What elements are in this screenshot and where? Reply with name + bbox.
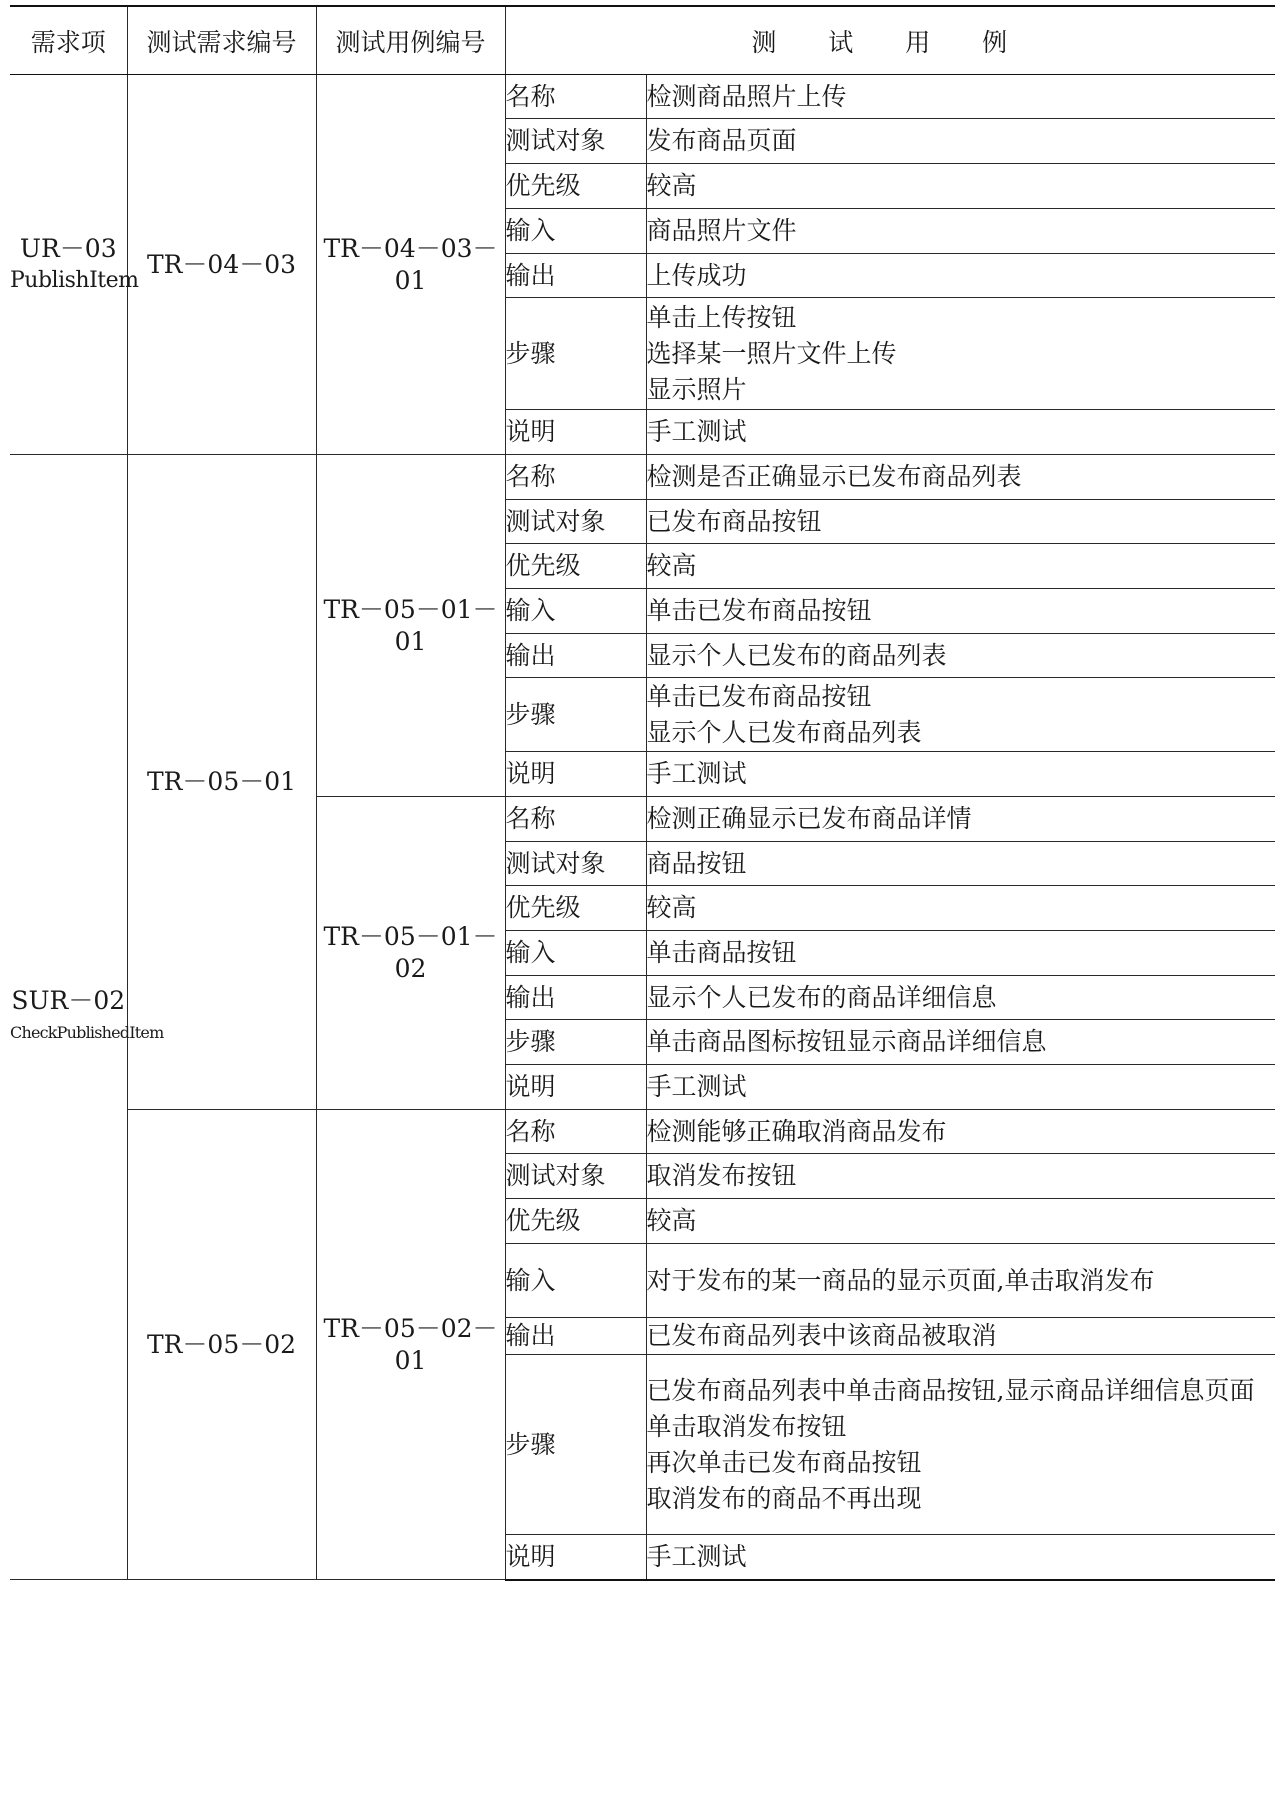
field-label-name: 名称	[505, 1110, 646, 1154]
field-label-output: 输出	[505, 976, 646, 1020]
field-value-note: 手工测试	[646, 752, 1275, 797]
field-label-object: 测试对象	[505, 1154, 646, 1199]
field-label-input: 输入	[505, 589, 646, 634]
field-value-output: 显示个人已发布的商品详细信息	[646, 976, 1275, 1020]
field-value-priority: 较高	[646, 1199, 1275, 1244]
requirement-id: SUR－02	[11, 986, 126, 1015]
field-value-input: 对于发布的某一商品的显示页面,单击取消发布	[646, 1244, 1275, 1318]
requirement-cell	[10, 455, 164, 1580]
field-label-output: 输出	[505, 1318, 646, 1355]
field-label-name: 名称	[505, 797, 646, 842]
field-value-input: 单击商品按钮	[646, 931, 1275, 976]
field-label-object: 测试对象	[505, 119, 646, 164]
field-label-priority: 优先级	[505, 544, 646, 589]
field-label-note: 说明	[505, 1535, 646, 1580]
test-requirement-id: TR－05－02	[127, 1110, 316, 1580]
test-case-id: TR－05－01－02	[316, 797, 505, 1110]
field-value-note: 手工测试	[646, 1535, 1275, 1580]
header-row	[10, 6, 1275, 75]
field-value-object: 取消发布按钮	[646, 1154, 1275, 1199]
field-label-note: 说明	[505, 410, 646, 455]
field-value-note: 手工测试	[646, 1065, 1275, 1110]
test-case-id: TR－05－02－01	[316, 1110, 505, 1580]
requirement-name: CheckPublishedItem	[10, 1023, 164, 1042]
field-value-priority: 较高	[646, 164, 1275, 209]
field-label-output: 输出	[505, 254, 646, 298]
field-value-output: 已发布商品列表中该商品被取消	[646, 1318, 1275, 1355]
field-value-steps: 单击商品图标按钮显示商品详细信息	[646, 1020, 1275, 1065]
field-value-steps: 单击上传按钮 选择某一照片文件上传 显示照片	[646, 298, 1275, 410]
field-value-output: 上传成功	[646, 254, 1275, 298]
field-value-note: 手工测试	[646, 410, 1275, 455]
field-label-note: 说明	[505, 1065, 646, 1110]
field-value-object: 商品按钮	[646, 842, 1275, 886]
field-label-steps: 步骤	[505, 678, 646, 752]
field-label-object: 测试对象	[505, 500, 646, 544]
field-label-input: 输入	[505, 931, 646, 976]
field-value-object: 发布商品页面	[646, 119, 1275, 164]
field-value-object: 已发布商品按钮	[646, 500, 1275, 544]
field-value-name: 检测商品照片上传	[646, 75, 1275, 119]
field-value-name: 检测是否正确显示已发布商品列表	[646, 455, 1275, 500]
field-label-note: 说明	[505, 752, 646, 797]
field-label-steps: 步骤	[505, 1355, 646, 1535]
field-value-steps: 已发布商品列表中单击商品按钮,显示商品详细信息页面 单击取消发布按钮 再次单击已发布商品按钮 取消发布的商品不再出现	[646, 1355, 1275, 1535]
header-test-case: 测 试 用 例	[505, 6, 1275, 75]
field-label-name: 名称	[505, 75, 646, 119]
field-label-output: 输出	[505, 634, 646, 678]
test-case-table	[10, 5, 1275, 1581]
field-value-priority: 较高	[646, 544, 1275, 589]
field-label-input: 输入	[505, 1244, 646, 1318]
field-label-priority: 优先级	[505, 1199, 646, 1244]
header-test-case-id: 测试用例编号	[316, 6, 505, 75]
table-row	[10, 75, 1275, 119]
field-label-object: 测试对象	[505, 842, 646, 886]
table-row	[10, 455, 1275, 500]
field-label-name: 名称	[505, 455, 646, 500]
requirement-name: PublishItem	[10, 267, 139, 293]
requirement-id: UR－03	[19, 233, 117, 263]
header-test-requirement-id: 测试需求编号	[127, 6, 316, 75]
field-value-name: 检测正确显示已发布商品详情	[646, 797, 1275, 842]
test-case-id: TR－05－01－01	[316, 455, 505, 797]
requirement-cell	[10, 75, 139, 455]
field-value-name: 检测能够正确取消商品发布	[646, 1110, 1275, 1154]
field-label-steps: 步骤	[505, 1020, 646, 1065]
field-label-priority: 优先级	[505, 164, 646, 209]
field-value-input: 单击已发布商品按钮	[646, 589, 1275, 634]
test-case-id: TR－04－03－01	[316, 75, 505, 455]
table-row	[10, 1110, 1275, 1154]
field-label-steps: 步骤	[505, 298, 646, 410]
field-label-input: 输入	[505, 209, 646, 254]
field-value-output: 显示个人已发布的商品列表	[646, 634, 1275, 678]
field-value-steps: 单击已发布商品按钮 显示个人已发布商品列表	[646, 678, 1275, 752]
test-requirement-id: TR－04－03	[127, 75, 316, 455]
field-label-priority: 优先级	[505, 886, 646, 931]
field-value-input: 商品照片文件	[646, 209, 1275, 254]
field-value-priority: 较高	[646, 886, 1275, 931]
test-requirement-id: TR－05－01	[127, 455, 316, 1110]
header-requirement: 需求项	[10, 6, 127, 75]
